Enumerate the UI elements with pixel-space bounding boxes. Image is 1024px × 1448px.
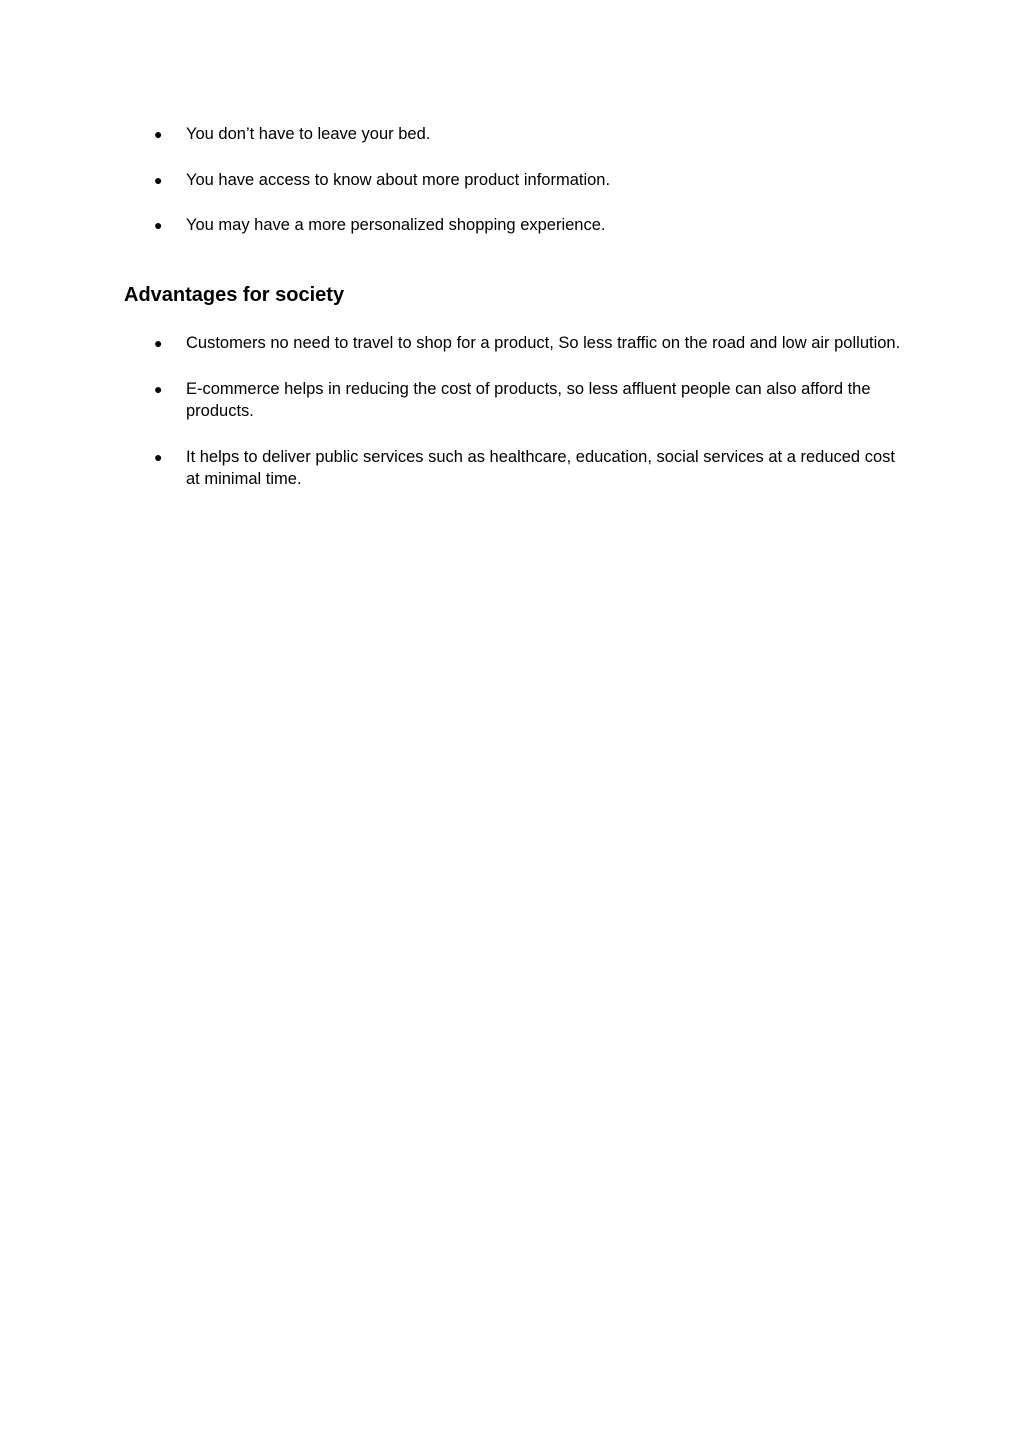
consumer-advantages-list (0, 123, 1024, 260)
bullet-icon: ● (154, 171, 163, 188)
bullet-icon: ● (154, 126, 163, 142)
list-item-text: You have access to know about more product information. (186, 170, 611, 189)
bullet-icon: ● (154, 449, 163, 465)
list-item (0, 446, 906, 490)
list-item-text: It helps to deliver public services such as healthcare, education, social services at a reduced cost at minimal time. (186, 448, 895, 488)
bullet-icon: ● (154, 217, 163, 233)
list-item-text: You may have a more personalized shopping experience. (186, 216, 606, 234)
list-item (0, 214, 906, 236)
section-heading: Advantages for society (124, 284, 345, 306)
bullet-icon: ● (154, 335, 163, 351)
list-item (0, 169, 906, 191)
list-item-text: You don’t have to leave your bed. (186, 125, 431, 143)
list-item (0, 378, 906, 422)
list-item-text: Customers no need to travel to shop for a product, So less traffic on the road and low air pollution. (186, 334, 901, 352)
society-advantages-list (0, 332, 1024, 514)
list-item (0, 332, 906, 354)
list-item (0, 123, 906, 145)
bullet-icon: ● (154, 381, 163, 397)
list-item-text: E-commerce helps in reducing the cost of products, so less affluent people can also afford the products. (186, 380, 871, 420)
